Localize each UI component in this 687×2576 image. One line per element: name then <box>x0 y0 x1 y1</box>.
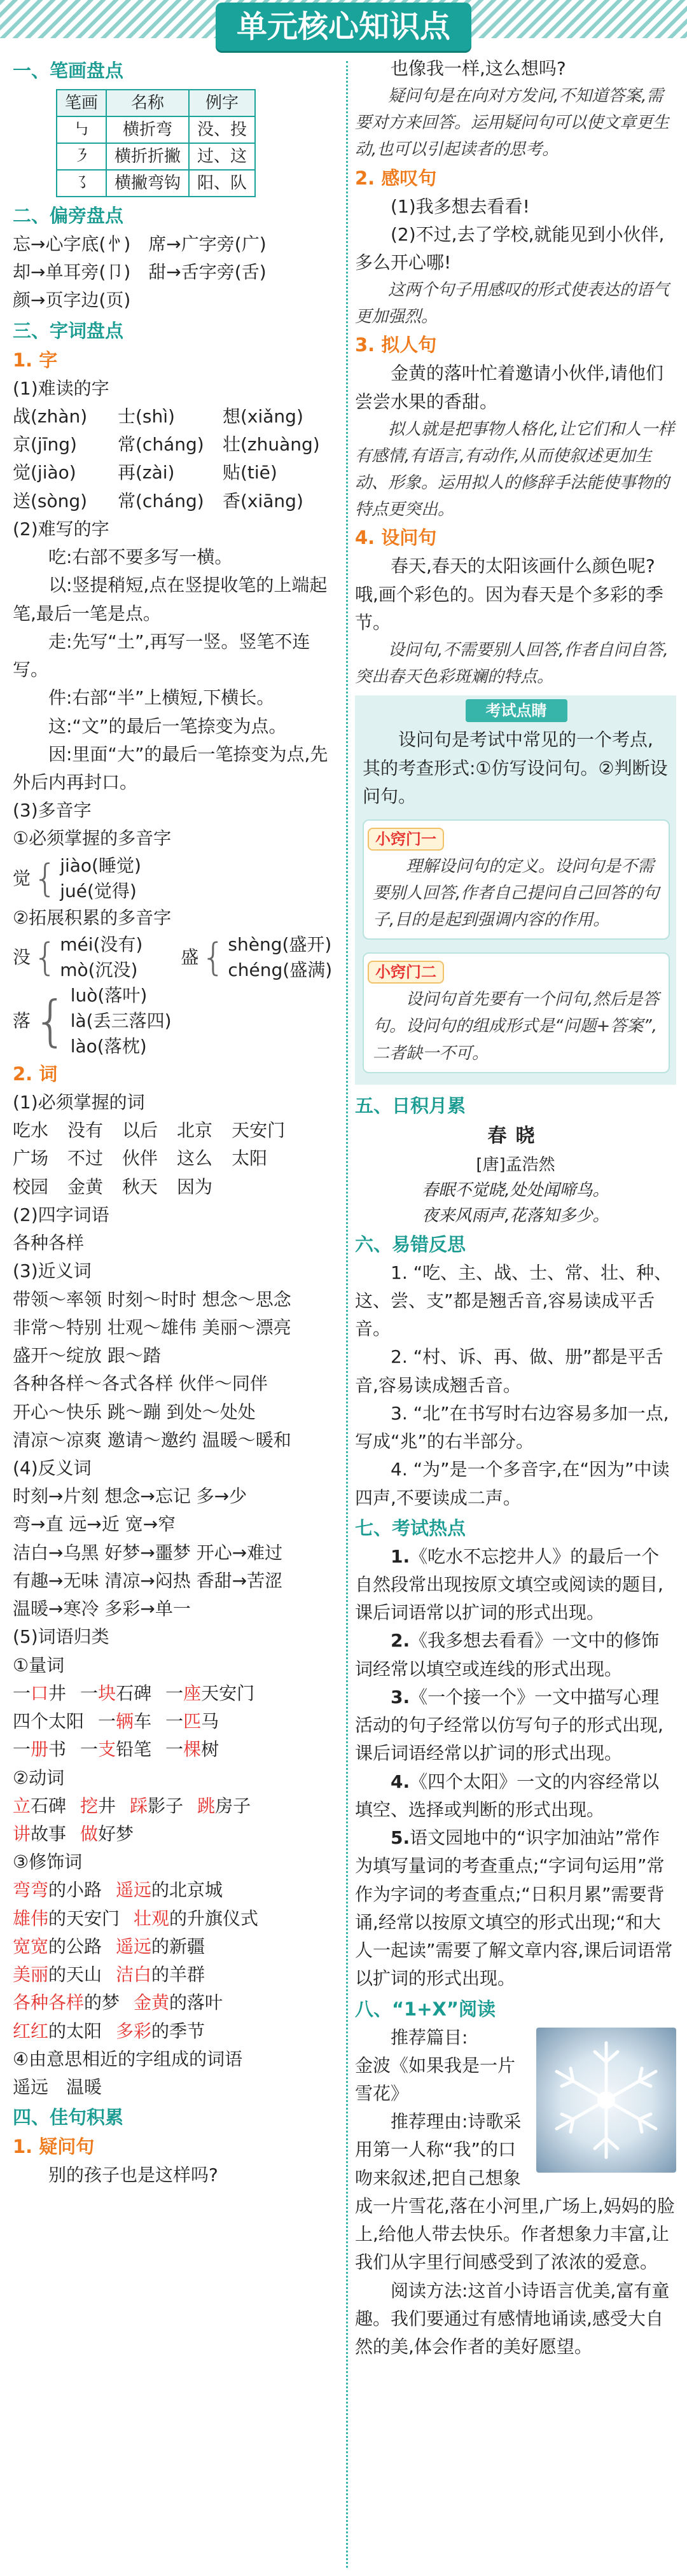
writing-tip: 以:竖提稍短,点在竖提收笔的上端起笔,最后一笔是点。 <box>13 574 328 624</box>
table-cell: 过、这 <box>189 143 255 170</box>
word: 广场 <box>13 1148 49 1169</box>
item-text: 《我多想去看看》一文中的修饰词经常以填空或连线的形式出现。 <box>355 1630 660 1680</box>
polyphone-group <box>13 983 340 1059</box>
exam-hot-item <box>355 1683 676 1768</box>
mw-highlight: 匹 <box>183 1711 202 1732</box>
verb-object: 井 <box>98 1795 116 1816</box>
mw-highlight: 块 <box>98 1682 116 1704</box>
polyphone-char: 盛 <box>181 946 199 968</box>
synonym-line: 盛开～绽放 跟～踏 <box>13 1345 161 1367</box>
list-label: (5)词语归类 <box>13 1626 109 1648</box>
list-label: (4)反义词 <box>13 1457 92 1479</box>
tip-card <box>363 819 670 940</box>
mw-prefix: 一 <box>80 1739 99 1760</box>
verb-highlight: 跳 <box>197 1795 216 1816</box>
word: 没有 <box>67 1120 104 1141</box>
mw-highlight: 辆 <box>116 1711 134 1732</box>
list-label: ④由意思相近的字组成的词语 <box>13 2048 243 2070</box>
left-column <box>13 55 340 2190</box>
item-text: 《吃水不忘挖井人》的最后一个自然段常出现按原文填空或阅读的题目,课后词语常以扩词的形式出现。 <box>355 1545 663 1624</box>
table-cell: 横撇弯钩 <box>106 170 189 197</box>
mw-prefix: 一 <box>165 1711 184 1732</box>
mw-noun: 石碑 <box>116 1682 152 1704</box>
section-heading-exam: 七、考试热点 <box>355 1517 466 1539</box>
modifier-noun: 的季节 <box>151 2020 205 2042</box>
verb-row <box>13 1820 340 1848</box>
word: 秋天 <box>122 1176 158 1197</box>
reading: shèng(盛开) <box>228 933 332 955</box>
exam-hot-item <box>355 1824 676 1993</box>
mistake-item: 4. “为”是一个多音字,在“因为”中读四声,不要读成二声。 <box>355 1459 670 1508</box>
word: 伙伴 <box>122 1148 158 1169</box>
poem-line: 夜来风雨声,花落知多少。 <box>422 1206 609 1225</box>
item-text: 语文园地中的“识字加油站”常作为填写量词的考查重点;“字词句运用”常作为字词的考查重点;“日积月累”需要背诵,经常以按原文填空的形式出现;“和大人一起读”需要了解文章内容,课后词语常以扩词的形式出现。 <box>355 1827 673 1989</box>
pinyin-row <box>13 459 340 487</box>
list-label: ①必须掌握的多音字 <box>13 828 172 849</box>
radical-line: 忘→心字底(㣺) 席→广字旁(广) <box>13 233 267 254</box>
verb-highlight: 踩 <box>130 1795 148 1816</box>
verb-highlight: 立 <box>13 1795 31 1816</box>
item-number: 4. <box>391 1771 410 1792</box>
example-sentence: 春天,春天的太阳该画什么颜色呢?哦,画个彩色的。因为春天是个多彩的季节。 <box>355 555 663 633</box>
reading-method: 阅读方法:这首小诗语言优美,富有童趣。我们要通过有感情地诵读,感受大自然的美,体会作者的美好愿望。 <box>355 2280 670 2358</box>
section-heading-reading: 八、“1+X”阅读 <box>355 1998 496 2020</box>
page-title: 单元核心知识点 <box>216 3 471 51</box>
pinyin-char: 战(zhàn) <box>13 405 88 427</box>
modifier-highlight: 雄伟 <box>13 1907 49 1929</box>
modifier-noun: 的公路 <box>48 1935 102 1957</box>
item-number: 2. <box>391 1630 410 1652</box>
mw-prefix: 一 <box>165 1739 184 1760</box>
writing-tip: 件:右部“半”上横短,下横长。 <box>48 687 275 709</box>
modifier-highlight: 美丽 <box>13 1964 49 1986</box>
subheading-exclamation: 2. 感叹句 <box>355 167 437 189</box>
reading: jiào(睡觉) <box>60 854 141 876</box>
mw-noun: 铅笔 <box>116 1739 152 1760</box>
tip-card <box>363 952 670 1073</box>
brace-icon: { <box>201 935 226 980</box>
writing-tip: 吃:右部不要多写一横。 <box>48 547 233 568</box>
polyphone-readings <box>228 932 332 983</box>
modifier-highlight: 各种各样 <box>13 1992 85 2014</box>
reading: luò(落叶) <box>70 984 148 1006</box>
pinyin-row <box>13 487 340 515</box>
poem-line: 春眠不觉晓,处处闻啼鸟。 <box>422 1180 609 1200</box>
mw-highlight: 口 <box>31 1682 49 1704</box>
word: 以后 <box>122 1120 158 1141</box>
subheading-personification: 3. 拟人句 <box>355 334 437 356</box>
list-label: ①量词 <box>13 1654 65 1676</box>
word: 吃水 <box>13 1120 49 1141</box>
list-label: (1)难读的字 <box>13 377 109 399</box>
subheading-characters: 1. 字 <box>13 349 58 371</box>
modifier-noun: 的小路 <box>48 1879 102 1901</box>
section-heading-strokes: 一、笔画盘点 <box>13 60 124 81</box>
exam-hot-item <box>355 1768 676 1824</box>
poem-title: 春晓 <box>487 1124 544 1147</box>
recommend-label: 推荐篇目: <box>391 2026 468 2048</box>
reading: jué(觉得) <box>60 880 137 902</box>
modifier-row <box>13 1989 340 2017</box>
modifier-row <box>13 1961 340 1989</box>
polyphone-readings <box>71 983 172 1059</box>
reading: chéng(盛满) <box>228 959 333 980</box>
mw-prefix: 一 <box>13 1682 31 1704</box>
list-label: ②拓展积累的多音字 <box>13 907 172 928</box>
list-label: (3)近义词 <box>13 1260 92 1282</box>
mw-prefix: 四个 <box>13 1711 49 1732</box>
sentence-note: 这两个句子用感叹的形式使表达的语气更加强烈。 <box>355 281 670 327</box>
table-cell: ㇋ <box>57 143 106 170</box>
stroke-table <box>56 89 256 197</box>
pinyin-char: 常(cháng) <box>118 490 204 512</box>
verb-row <box>13 1792 340 1820</box>
poem-author: [唐]孟浩然 <box>476 1155 555 1174</box>
example-sentence: (1)我多想去看看! <box>391 195 530 217</box>
word: 金黄 <box>67 1176 104 1197</box>
brace-icon: { <box>33 856 58 901</box>
mw-highlight: 座 <box>183 1682 202 1704</box>
list-label: ②动词 <box>13 1767 65 1788</box>
polyphone-readings <box>60 932 181 983</box>
mw-highlight: 册 <box>31 1739 49 1760</box>
modifier-highlight: 洁白 <box>116 1964 152 1986</box>
mw-noun: 树 <box>201 1739 219 1760</box>
pinyin-char: 常(cháng) <box>118 434 204 456</box>
snowflake-icon <box>536 2028 676 2173</box>
synonym-line: 各种各样～各式各样 伙伴～同伴 <box>13 1373 268 1395</box>
section-heading-radicals: 二、偏旁盘点 <box>13 205 124 226</box>
antonym-line: 温暖→寒冷 多彩→单一 <box>13 1598 191 1620</box>
modifier-row <box>13 1905 340 1933</box>
item-number: 5. <box>391 1827 410 1849</box>
mw-noun: 井 <box>48 1682 67 1704</box>
list-label: (1)必须掌握的词 <box>13 1091 145 1113</box>
radical-line: 却→单耳旁(卩) 甜→舌字旁(舌) <box>13 261 267 283</box>
modifier-highlight: 遥远 <box>116 1935 152 1957</box>
mw-prefix: 一 <box>80 1682 99 1704</box>
list-label: (3)多音字 <box>13 800 92 821</box>
item-text: 《一个接一个》一文中描写心理活动的句子经常以仿写句子的形式出现,课后词语经常以扩词的形式出现。 <box>355 1686 663 1764</box>
mistake-item: 1. “吃、主、战、士、常、壮、种、这、尝、支”都是翘舌音,容易读成平舌音。 <box>355 1262 672 1340</box>
tip-label: 小窍门一 <box>368 828 444 851</box>
word: 不过 <box>67 1148 104 1169</box>
pinyin-char: 觉(jiào) <box>13 462 76 484</box>
verb-highlight: 挖 <box>80 1795 99 1816</box>
modifier-row <box>13 1876 340 1904</box>
pinyin-char: 送(sòng) <box>13 490 88 512</box>
pinyin-char: 京(jīng) <box>13 434 77 456</box>
antonym-line: 弯→直 远→近 宽→窄 <box>13 1514 176 1535</box>
antonym-line: 有趣→无味 清凉→闷热 香甜→苦涩 <box>13 1570 283 1591</box>
pinyin-char: 想(xiǎng) <box>223 405 303 427</box>
word-row <box>13 1173 340 1201</box>
table-cell: ㇉ <box>57 116 106 143</box>
tip-text: 理解设问句的定义。设问句是不需要别人回答,作者自己提问自己回答的句子,目的是起到强调内容的作用。 <box>373 857 660 930</box>
table-row <box>57 143 255 170</box>
stroke-table-header <box>57 90 255 116</box>
exam-tag: 考试点睛 <box>466 699 567 722</box>
modifier-noun: 的梦 <box>84 1992 120 2014</box>
polyphone-char: 落 <box>13 1010 31 1031</box>
mw-prefix: 一 <box>13 1739 31 1760</box>
modifier-noun: 的升旗仪式 <box>169 1907 259 1929</box>
table-cell: 阳、队 <box>189 170 255 197</box>
mistake-item: 2. “村、诉、再、做、册”都是平舌音,容易读成翘舌音。 <box>355 1346 663 1396</box>
modifier-row <box>13 2017 340 2045</box>
modifier-noun: 的太阳 <box>48 2020 102 2042</box>
snowflake-image <box>536 2028 676 2173</box>
table-row <box>57 116 255 143</box>
modifier-highlight: 多彩 <box>116 2020 152 2042</box>
section-heading-daily: 五、日积月累 <box>355 1094 466 1117</box>
sentence-note: 疑问句是在向对方发问,不知道答案,需要对方来回答。运用疑问句可以使文章更生动,也可以引起读者的思考。 <box>355 87 670 160</box>
table-row <box>57 170 255 197</box>
verb-object: 好梦 <box>98 1823 134 1845</box>
polyphone-group <box>13 853 340 904</box>
sentence-note: 拟人就是把事物人格化,让它们和人一样有感情,有语言,有动作,从而使叙述更加生动、形象。运用拟人的修辞手法能使事物的特点更突出。 <box>355 419 675 520</box>
modifier-highlight: 遥远 <box>116 1879 152 1901</box>
modifier-noun: 的新疆 <box>151 1935 205 1957</box>
item-number: 3. <box>391 1686 410 1708</box>
list-label: (2)四字词语 <box>13 1204 109 1225</box>
modifier-highlight: 壮观 <box>134 1907 170 1929</box>
word: 北京 <box>177 1120 213 1141</box>
subheading-question: 1. 疑问句 <box>13 2136 95 2158</box>
section-heading-mistakes: 六、易错反思 <box>355 1233 466 1255</box>
pinyin-char: 香(xiāng) <box>223 490 303 512</box>
mw-prefix: 一 <box>165 1682 184 1704</box>
mw-noun: 马 <box>201 1711 219 1732</box>
sentence-note: 设问句,不需要别人回答,作者自问自答,突出春天色彩斑斓的特点。 <box>355 641 669 687</box>
recommend-reason: 推荐理由:诗歌采用第一人称“我”的口吻来叙述,把自己想象成一片雪花,落在小河里,广场上,妈妈的脸上,给他人带去快乐。作者想象力丰富,让我们从字里行间感受到了浓浓的爱意。 <box>355 2111 675 2273</box>
recommend-title: 金波《如果我是一片雪花》 <box>355 2054 516 2104</box>
table-header-cell: 例字 <box>189 90 255 116</box>
word: 因为 <box>177 1176 213 1197</box>
mw-highlight: 支 <box>98 1739 116 1760</box>
pinyin-char: 士(shì) <box>118 405 175 427</box>
modifier-noun: 的落叶 <box>169 1992 223 2014</box>
item-number: 1. <box>391 1545 410 1567</box>
pinyin-row <box>13 431 340 459</box>
writing-tip: 走:先写“土”,再写一竖。竖笔不连写。 <box>13 630 310 681</box>
mw-noun: 车 <box>134 1711 152 1732</box>
measure-word-row <box>13 1680 340 1708</box>
mw-noun: 书 <box>48 1739 67 1760</box>
tip-label: 小窍门二 <box>368 961 444 984</box>
exam-hot-item <box>355 1543 676 1627</box>
measure-word-row <box>13 1708 340 1736</box>
modifier-noun: 的北京城 <box>151 1879 223 1901</box>
verb-highlight: 讲 <box>13 1823 31 1845</box>
table-header-cell: 名称 <box>106 90 189 116</box>
word-row: 遥远 温暖 <box>13 2077 102 2098</box>
exam-text: 设问句是考试中常见的一个考点,其的考查形式:①仿写设问句。②判断设问句。 <box>363 729 668 807</box>
modifier-noun: 的天安门 <box>48 1907 120 1929</box>
word: 各种各样 <box>13 1232 85 1254</box>
modifier-highlight: 宽宽 <box>13 1935 49 1957</box>
pinyin-char: 再(zài) <box>118 462 175 484</box>
word: 这么 <box>177 1148 213 1169</box>
table-header-cell: 笔画 <box>57 90 106 116</box>
example-sentence: (2)不过,去了学校,就能见到小伙伴,多么开心哪! <box>355 223 665 274</box>
example-sentence: 金黄的落叶忙着邀请小伙伴,请他们尝尝水果的香甜。 <box>355 363 663 412</box>
verb-object: 故事 <box>31 1823 67 1845</box>
mw-noun: 太阳 <box>48 1711 85 1732</box>
reading: mò(沉没) <box>60 959 138 980</box>
writing-tip: 因:里面“大”的最后一笔捺变为点,先外后内再封口。 <box>13 743 328 793</box>
polyphone-char: 觉 <box>13 867 31 889</box>
verb-object: 影子 <box>148 1795 184 1816</box>
table-cell: ㇌ <box>57 170 106 197</box>
pinyin-char: 壮(zhuàng) <box>223 434 320 456</box>
list-label: ③修饰词 <box>13 1851 83 1873</box>
verb-object: 房子 <box>215 1795 251 1816</box>
modifier-noun: 的羊群 <box>151 1964 205 1986</box>
polyphone-group <box>13 932 340 983</box>
synonym-line: 带领～率领 时刻～时时 想念～思念 <box>13 1288 291 1310</box>
radical-line: 颜→页字边(页) <box>13 289 131 311</box>
word-row <box>13 1117 340 1145</box>
table-cell: 没、投 <box>189 116 255 143</box>
modifier-noun: 的天山 <box>48 1964 102 1986</box>
word: 太阳 <box>232 1148 268 1169</box>
mistake-item: 3. “北”在书写时右边容易多加一点,写成“兆”的右半部分。 <box>355 1402 669 1452</box>
verb-highlight: 做 <box>80 1823 99 1845</box>
pinyin-row <box>13 403 340 431</box>
measure-word-row <box>13 1736 340 1764</box>
example-sentence: 也像我一样,这么想吗? <box>391 58 566 79</box>
mw-noun: 天安门 <box>201 1682 255 1704</box>
brace-icon: { <box>33 935 58 980</box>
reading: là(丢三落四) <box>70 1010 172 1031</box>
section-heading-words: 三、字词盘点 <box>13 319 124 342</box>
antonym-line: 时刻→片刻 想念→忘记 多→少 <box>13 1486 247 1507</box>
item-text: 《四个太阳》一文的内容经常以填空、选择或判断的形式出现。 <box>355 1771 660 1820</box>
exam-hot-item <box>355 1627 676 1683</box>
antonym-line: 洁白→乌黑 好梦→噩梦 开心→难过 <box>13 1542 283 1563</box>
word: 校园 <box>13 1176 49 1197</box>
table-cell: 横折折撇 <box>106 143 189 170</box>
modifier-highlight: 红红 <box>13 2020 49 2042</box>
subheading-words: 2. 词 <box>13 1062 58 1085</box>
column-divider <box>346 61 348 2568</box>
synonym-line: 非常～特别 壮观～雄伟 美丽～漂亮 <box>13 1316 291 1338</box>
example-sentence: 别的孩子也是这样吗? <box>48 2164 218 2186</box>
polyphone-readings <box>60 853 141 904</box>
polyphone-char: 没 <box>13 946 31 968</box>
modifier-highlight: 弯弯 <box>13 1879 49 1901</box>
writing-tip: 这:“文”的最后一笔捺变为点。 <box>48 715 287 737</box>
section-heading-sentences: 四、佳句积累 <box>13 2106 124 2129</box>
right-column <box>355 55 676 2361</box>
modifier-highlight: 金黄 <box>134 1992 170 2014</box>
modifier-row <box>13 1933 340 1961</box>
word-row <box>13 1145 340 1173</box>
synonym-line: 开心～快乐 跳～蹦 到处～处处 <box>13 1401 256 1423</box>
reading: méi(没有) <box>60 933 143 955</box>
tip-text: 设问句首先要有一个问句,然后是答句。设问句的组成形式是“问题+答案”,二者缺一不可。 <box>373 990 660 1063</box>
mw-highlight: 棵 <box>183 1739 202 1760</box>
exam-tip-box <box>355 695 676 1084</box>
list-label: (2)难写的字 <box>13 518 109 540</box>
pinyin-char: 贴(tiē) <box>223 462 277 484</box>
table-cell: 横折弯 <box>106 116 189 143</box>
synonym-line: 清凉～凉爽 邀请～邀约 温暖～暖和 <box>13 1429 291 1451</box>
mw-prefix: 一 <box>98 1711 116 1732</box>
word: 天安门 <box>232 1120 286 1141</box>
brace-icon: { <box>33 989 68 1053</box>
verb-object: 石碑 <box>31 1795 67 1816</box>
reading-block <box>355 2024 676 2362</box>
reading: lào(落枕) <box>70 1035 147 1057</box>
subheading-rhetorical: 4. 设问句 <box>355 527 437 549</box>
